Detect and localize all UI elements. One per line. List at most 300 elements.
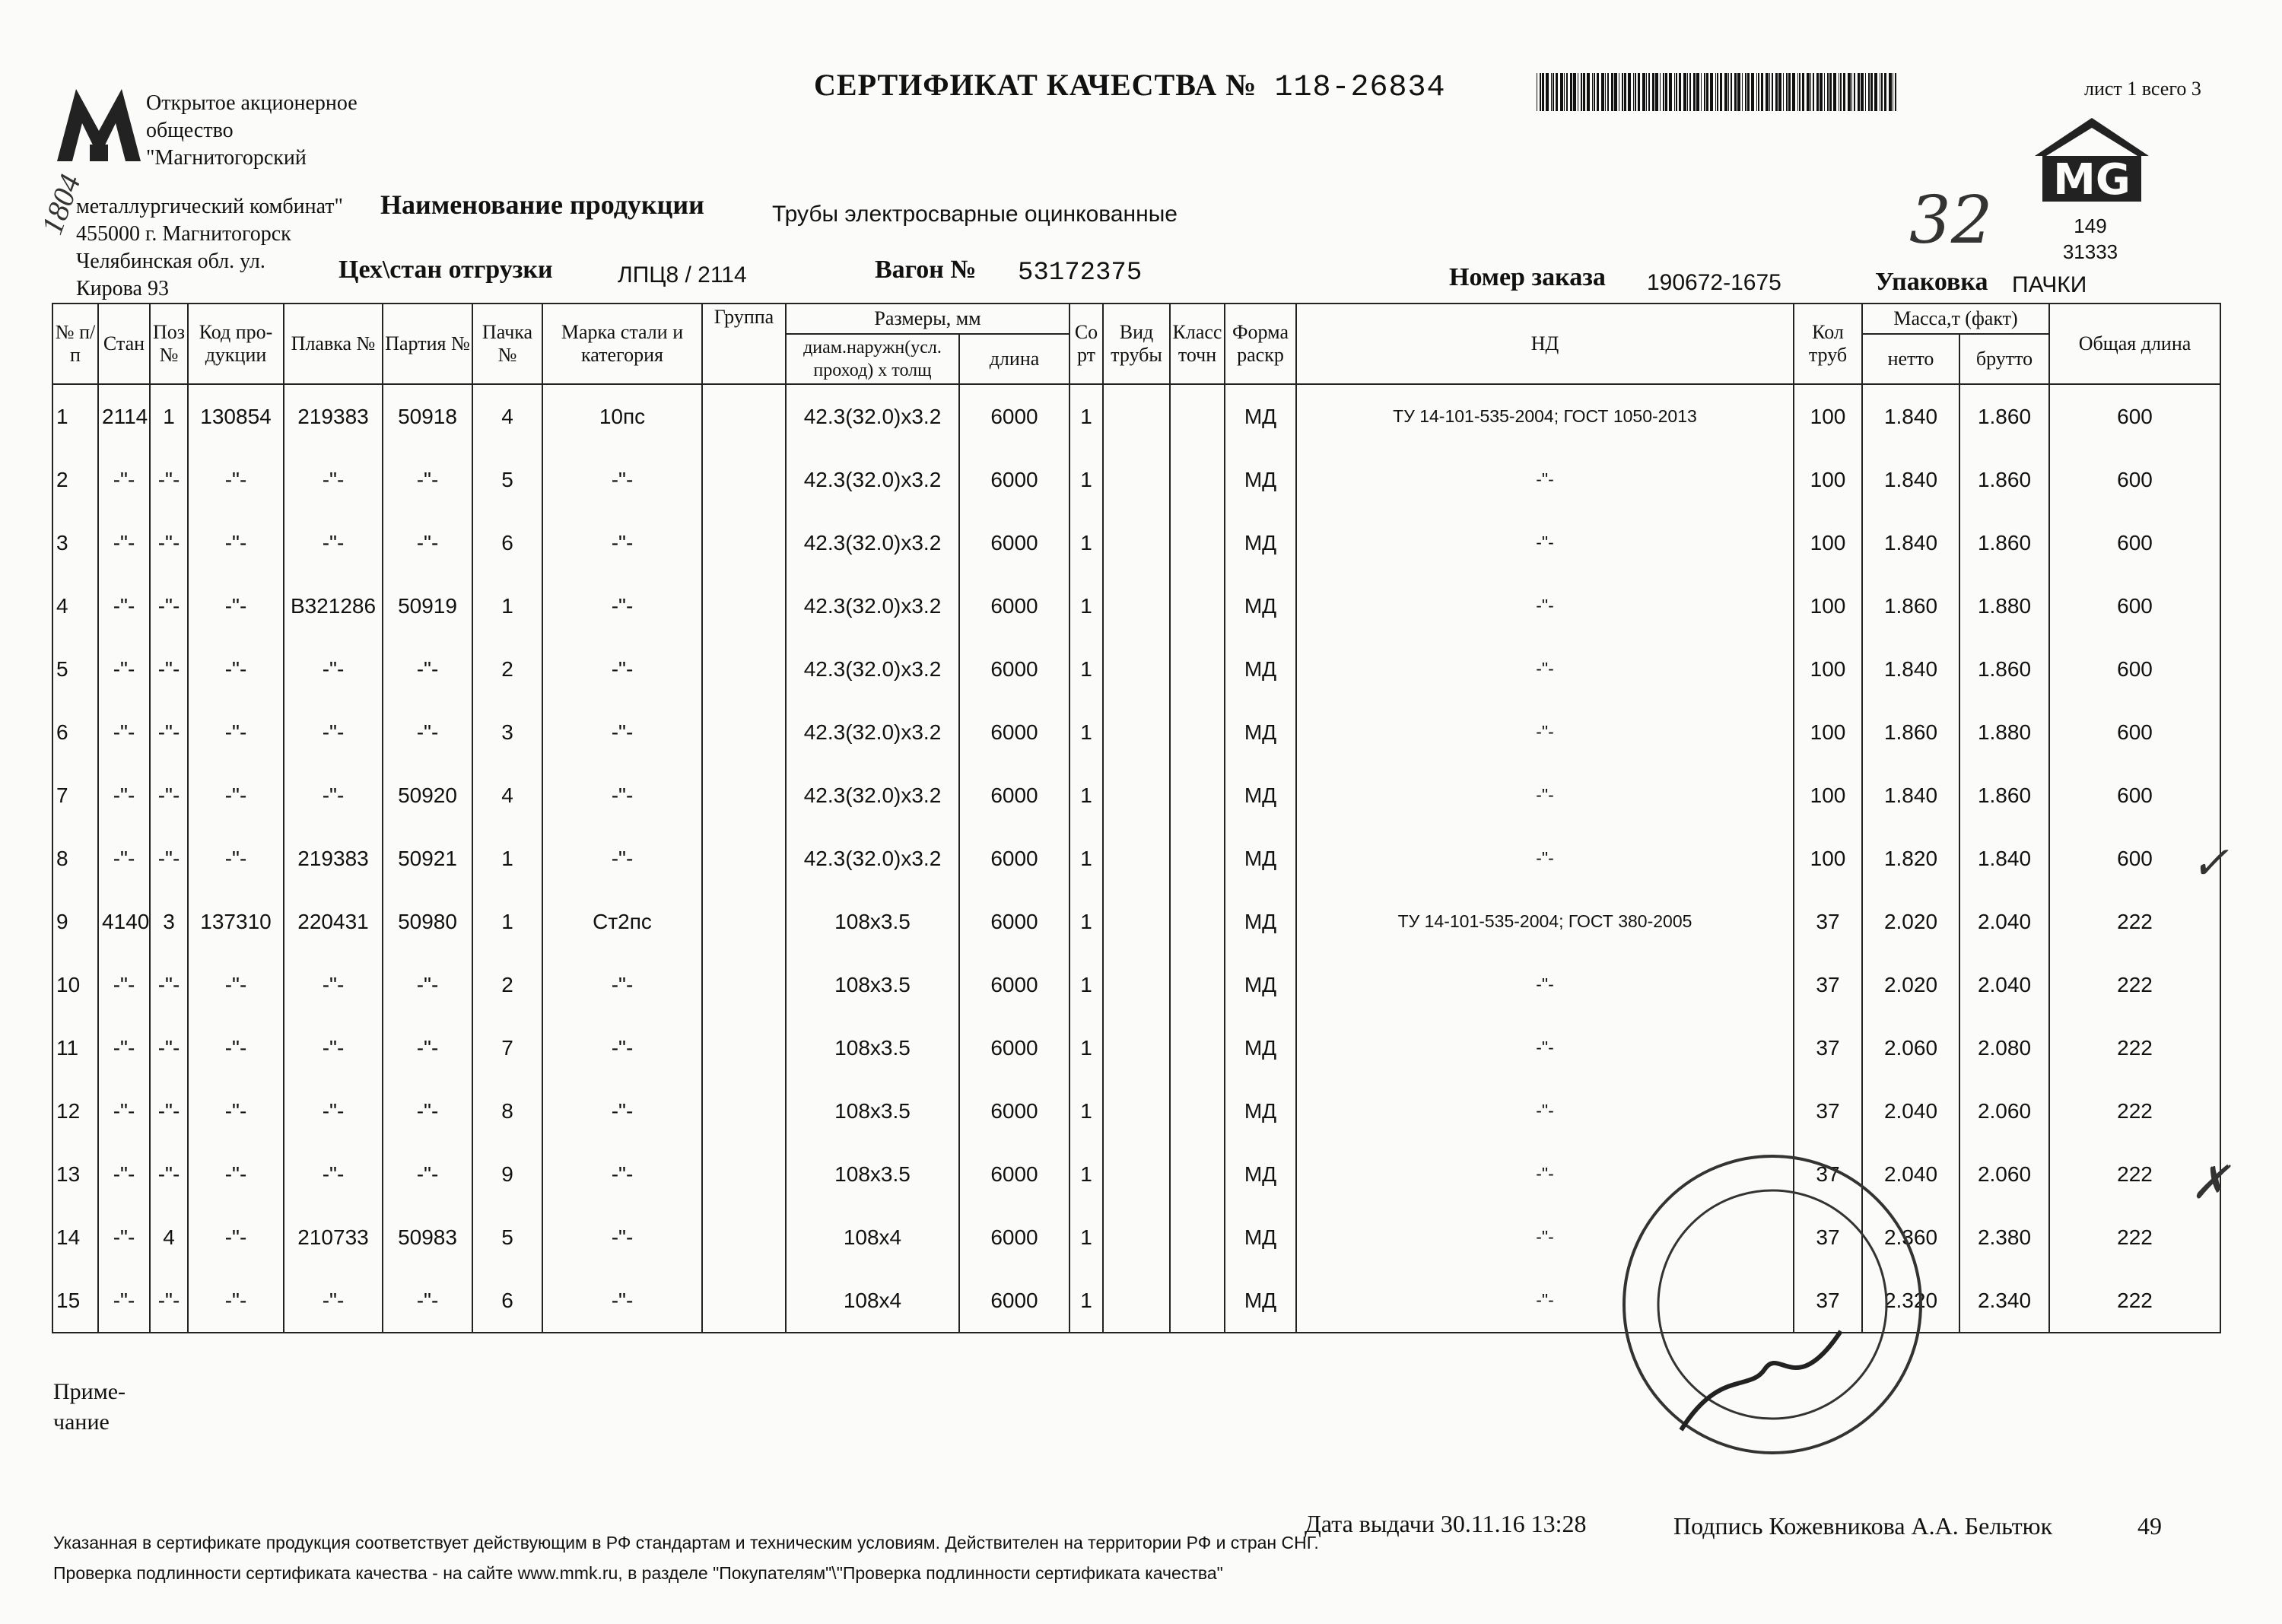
barcode-bar [1824, 73, 1825, 111]
barcode-bar [1737, 73, 1740, 111]
cell-pos: -"- [150, 1269, 188, 1333]
barcode-bar [1710, 73, 1713, 111]
table-row [52, 637, 2220, 701]
cell-group [702, 1016, 786, 1079]
footer-line-1: Указанная в сертификате продукция соответствует действующим в РФ стандартам и техническим условиям. Действителен на территории РФ и стран СНГ. [53, 1533, 1319, 1552]
cell-mill: -"- [98, 574, 150, 637]
cell-net: 1.840 [1862, 384, 1959, 448]
cell-num: 12 [52, 1079, 98, 1143]
th-grade: Марка стали и категория [542, 304, 702, 384]
cell-form: МД [1225, 448, 1296, 511]
cell-type [1103, 764, 1170, 827]
cell-batch: -"- [383, 637, 472, 701]
cell-gross: 1.880 [1959, 574, 2049, 637]
barcode-bar [1843, 73, 1845, 111]
cell-sort: 1 [1069, 1079, 1103, 1143]
th-nd: НД [1296, 304, 1794, 384]
cell-sort: 1 [1069, 384, 1103, 448]
mg-code-2: 31333 [2062, 240, 2118, 263]
cell-grade: -"- [542, 1079, 702, 1143]
cell-sort: 1 [1069, 1143, 1103, 1206]
cell-sort: 1 [1069, 448, 1103, 511]
cell-type [1103, 827, 1170, 890]
cell-nd: -"- [1296, 1079, 1794, 1143]
barcode-bar [1581, 73, 1582, 111]
cell-form: МД [1225, 574, 1296, 637]
cell-type [1103, 953, 1170, 1016]
barcode-bar [1655, 73, 1658, 111]
barcode-bar [1827, 73, 1829, 111]
barcode-bar [1540, 73, 1541, 111]
handwritten-check-1: ✓ [2191, 838, 2230, 888]
th-form: Форма раскр [1225, 304, 1296, 384]
barcode-bar [1865, 73, 1866, 111]
cell-pos: -"- [150, 574, 188, 637]
th-gross: брутто [1959, 334, 2049, 384]
cell-type [1103, 890, 1170, 953]
barcode-bar [1816, 73, 1819, 111]
cell-grade: -"- [542, 1143, 702, 1206]
cell-code: -"- [188, 1269, 284, 1333]
cell-batch: 50980 [383, 890, 472, 953]
cell-net: 1.840 [1862, 448, 1959, 511]
cell-batch: -"- [383, 701, 472, 764]
company-line-2: общество [146, 119, 234, 142]
table-row [52, 1079, 2220, 1143]
shop-value: ЛПЦ8 / 2114 [618, 262, 747, 288]
cell-group [702, 1269, 786, 1333]
cell-group [702, 637, 786, 701]
cell-type [1103, 574, 1170, 637]
cell-sort: 1 [1069, 574, 1103, 637]
barcode-icon [1537, 73, 1902, 111]
cell-nd: -"- [1296, 953, 1794, 1016]
cell-heat: -"- [284, 701, 383, 764]
certificate-title-label: СЕРТИФИКАТ КАЧЕСТВА № [814, 68, 1257, 102]
barcode-bar [1683, 73, 1686, 111]
barcode-bar [1813, 73, 1814, 111]
cell-sort: 1 [1069, 1206, 1103, 1269]
barcode-bar [1648, 73, 1650, 111]
th-total: Общая длина [2049, 304, 2220, 384]
mg-code-1: 149 [2074, 215, 2107, 237]
barcode-bar [1564, 73, 1565, 111]
signature-line: Подпись Кожевникова А.А. Бельтюк [1673, 1512, 2053, 1540]
cell-grade: -"- [542, 448, 702, 511]
cell-diam: 108x3.5 [786, 1079, 959, 1143]
barcode-bar [1772, 73, 1773, 111]
cell-mill: -"- [98, 1206, 150, 1269]
cell-nd: -"- [1296, 701, 1794, 764]
barcode-bar [1704, 73, 1705, 111]
cell-batch: 50919 [383, 574, 472, 637]
cell-class [1170, 511, 1225, 574]
cell-type [1103, 1143, 1170, 1206]
cell-nd: -"- [1296, 764, 1794, 827]
cell-type [1103, 637, 1170, 701]
cell-mill: -"- [98, 827, 150, 890]
cell-pos: -"- [150, 637, 188, 701]
barcode-bar [1687, 73, 1688, 111]
barcode-bar [1889, 73, 1892, 111]
cell-num: 9 [52, 890, 98, 953]
cell-type [1103, 384, 1170, 448]
th-pos: Поз № [150, 304, 188, 384]
cell-gross: 2.040 [1959, 953, 2049, 1016]
cell-sort: 1 [1069, 637, 1103, 701]
cell-type [1103, 701, 1170, 764]
table-row [52, 1016, 2220, 1079]
cell-mill: -"- [98, 953, 150, 1016]
cell-type [1103, 1206, 1170, 1269]
cell-mill: -"- [98, 1079, 150, 1143]
barcode-bar [1614, 73, 1617, 111]
barcode-bar [1663, 73, 1664, 111]
cell-diam: 42.3(32.0)x3.2 [786, 764, 959, 827]
cell-heat: -"- [284, 511, 383, 574]
cell-type [1103, 1016, 1170, 1079]
cell-code: -"- [188, 1079, 284, 1143]
cell-length: 6000 [959, 1016, 1069, 1079]
cell-grade: -"- [542, 1269, 702, 1333]
th-heat: Плавка № [284, 304, 383, 384]
cell-mill: 4140 [98, 890, 150, 953]
cell-pack: 4 [472, 764, 542, 827]
cell-total: 222 [2049, 1079, 2220, 1143]
cell-code: 130854 [188, 384, 284, 448]
cell-sort: 1 [1069, 701, 1103, 764]
cell-mill: -"- [98, 1269, 150, 1333]
cell-gross: 1.860 [1959, 384, 2049, 448]
barcode-bar [1870, 73, 1873, 111]
th-sort: Со рт [1069, 304, 1103, 384]
barcode-bar [1560, 73, 1563, 111]
cell-num: 8 [52, 827, 98, 890]
cell-group [702, 1079, 786, 1143]
cell-net: 2.020 [1862, 953, 1959, 1016]
cell-form: МД [1225, 701, 1296, 764]
cell-count: 37 [1794, 1143, 1862, 1206]
barcode-bar [1696, 73, 1699, 111]
cell-heat: -"- [284, 1016, 383, 1079]
cell-diam: 108x3.5 [786, 890, 959, 953]
th-net: нетто [1862, 334, 1959, 384]
cell-mill: -"- [98, 448, 150, 511]
page-number: 49 [2137, 1512, 2162, 1540]
issue-date-value: 30.11.16 13:28 [1440, 1510, 1587, 1537]
cell-code: -"- [188, 511, 284, 574]
barcode-bar [1601, 73, 1604, 111]
mg-codes [2045, 213, 2136, 265]
cell-grade: -"- [542, 701, 702, 764]
cell-total: 600 [2049, 637, 2220, 701]
cell-group [702, 1143, 786, 1206]
th-count: Кол труб [1794, 304, 1862, 384]
cell-nd: -"- [1296, 827, 1794, 890]
cell-form: МД [1225, 1143, 1296, 1206]
cell-heat: 220431 [284, 890, 383, 953]
th-num: № п/п [52, 304, 98, 384]
cell-length: 6000 [959, 574, 1069, 637]
cell-type [1103, 1079, 1170, 1143]
barcode-bar [1669, 73, 1672, 111]
cell-pos: -"- [150, 448, 188, 511]
cell-diam: 108x4 [786, 1269, 959, 1333]
cell-length: 6000 [959, 448, 1069, 511]
cell-heat: -"- [284, 637, 383, 701]
barcode-bar [1628, 73, 1631, 111]
barcode-bar [1553, 73, 1554, 111]
cell-mill: -"- [98, 764, 150, 827]
cell-mill: 2114 [98, 384, 150, 448]
barcode-bar [1689, 73, 1691, 111]
barcode-bar [1583, 73, 1585, 111]
cell-pack: 1 [472, 827, 542, 890]
cell-count: 100 [1794, 448, 1862, 511]
cell-total: 600 [2049, 701, 2220, 764]
cell-diam: 42.3(32.0)x3.2 [786, 511, 959, 574]
cell-pos: -"- [150, 1016, 188, 1079]
cell-total: 600 [2049, 827, 2220, 890]
barcode-bar [1728, 73, 1729, 111]
cell-diam: 42.3(32.0)x3.2 [786, 827, 959, 890]
cell-net: 2.320 [1862, 1269, 1959, 1333]
sheet-info: лист 1 всего 3 [2084, 78, 2201, 100]
cell-pack: 7 [472, 1016, 542, 1079]
svg-text:MG: MG [2053, 155, 2131, 205]
round-stamp-icon [1613, 1141, 1932, 1476]
wagon-label: Вагон № [875, 256, 977, 284]
cell-count: 100 [1794, 574, 1862, 637]
cell-nd: -"- [1296, 637, 1794, 701]
cell-batch: -"- [383, 953, 472, 1016]
handwritten-check-2: ✗ [2191, 1158, 2230, 1208]
cell-heat: -"- [284, 953, 383, 1016]
cell-total: 222 [2049, 1016, 2220, 1079]
cell-nd: -"- [1296, 1143, 1794, 1206]
cell-length: 6000 [959, 953, 1069, 1016]
table-row [52, 384, 2220, 448]
cell-group [702, 764, 786, 827]
cell-grade: Ст2пс [542, 890, 702, 953]
barcode-bar [1797, 73, 1798, 111]
cell-batch: 50920 [383, 764, 472, 827]
cell-net: 1.820 [1862, 827, 1959, 890]
cell-pos: -"- [150, 953, 188, 1016]
footer-line-2: Проверка подлинности сертификата качества - на сайте www.mmk.ru, в разделе "Покупателям"\"Проверка подлинности сертификата качества" [53, 1563, 1223, 1583]
cell-count: 37 [1794, 1016, 1862, 1079]
barcode-bar [1622, 73, 1623, 111]
cell-form: МД [1225, 1079, 1296, 1143]
cell-mill: -"- [98, 511, 150, 574]
cell-class [1170, 1016, 1225, 1079]
cell-length: 6000 [959, 827, 1069, 890]
barcode-bar [1573, 73, 1576, 111]
th-mass: Масса,т (факт) [1862, 304, 2049, 334]
cell-heat: -"- [284, 1143, 383, 1206]
barcode-bar [1676, 73, 1677, 111]
cell-num: 14 [52, 1206, 98, 1269]
table-row [52, 511, 2220, 574]
barcode-bar [1756, 73, 1757, 111]
cell-nd: -"- [1296, 448, 1794, 511]
cell-net: 2.060 [1862, 1016, 1959, 1079]
cell-class [1170, 1269, 1225, 1333]
cell-net: 1.840 [1862, 764, 1959, 827]
cell-sort: 1 [1069, 827, 1103, 890]
barcode-bar [1766, 73, 1769, 111]
cell-code: -"- [188, 1016, 284, 1079]
cell-count: 37 [1794, 953, 1862, 1016]
cell-batch: -"- [383, 1269, 472, 1333]
cell-grade: -"- [542, 1206, 702, 1269]
cell-type [1103, 448, 1170, 511]
barcode-bar [1761, 73, 1763, 111]
barcode-bar [1638, 73, 1640, 111]
cell-pos: -"- [150, 827, 188, 890]
barcode-bar [1829, 73, 1832, 111]
barcode-bar [1854, 73, 1855, 111]
cell-count: 37 [1794, 890, 1862, 953]
cell-pos: -"- [150, 511, 188, 574]
cell-gross: 2.080 [1959, 1016, 2049, 1079]
barcode-bar [1665, 73, 1667, 111]
cell-pack: 5 [472, 448, 542, 511]
cell-gross: 2.060 [1959, 1143, 2049, 1206]
cell-class [1170, 827, 1225, 890]
cell-num: 13 [52, 1143, 98, 1206]
product-label: Наименование продукции [380, 189, 704, 220]
cell-length: 6000 [959, 890, 1069, 953]
cell-length: 6000 [959, 764, 1069, 827]
cell-class [1170, 764, 1225, 827]
cell-batch: -"- [383, 1016, 472, 1079]
cell-total: 222 [2049, 1143, 2220, 1206]
note-line-2: чание [53, 1409, 110, 1435]
cell-count: 100 [1794, 701, 1862, 764]
cell-sort: 1 [1069, 511, 1103, 574]
cell-total: 600 [2049, 384, 2220, 448]
barcode-bar [1799, 73, 1800, 111]
cell-pack: 2 [472, 637, 542, 701]
certificate-title [814, 67, 1446, 105]
product-value: Трубы электросварные оцинкованные [772, 202, 1178, 227]
th-group: Группа [702, 304, 786, 384]
cell-heat: 219383 [284, 827, 383, 890]
cell-length: 6000 [959, 511, 1069, 574]
cell-pos: 3 [150, 890, 188, 953]
barcode-bar [1592, 73, 1593, 111]
barcode-bar [1786, 73, 1788, 111]
barcode-bar [1747, 73, 1750, 111]
cell-gross: 2.340 [1959, 1269, 2049, 1333]
barcode-bar [1840, 73, 1842, 111]
cell-net: 1.840 [1862, 637, 1959, 701]
barcode-bar [1605, 73, 1606, 111]
barcode-bar [1758, 73, 1759, 111]
cell-diam: 42.3(32.0)x3.2 [786, 637, 959, 701]
cell-group [702, 890, 786, 953]
company-line-3: "Магнитогорский [146, 146, 307, 170]
barcode-bar [1597, 73, 1599, 111]
cell-type [1103, 511, 1170, 574]
cell-net: 2.040 [1862, 1143, 1959, 1206]
cell-type [1103, 1269, 1170, 1333]
cell-form: МД [1225, 890, 1296, 953]
cell-mill: -"- [98, 701, 150, 764]
cell-nd: -"- [1296, 1269, 1794, 1333]
cell-diam: 42.3(32.0)x3.2 [786, 701, 959, 764]
cell-pack: 4 [472, 384, 542, 448]
barcode-bar [1717, 73, 1718, 111]
issue-date [1305, 1510, 1587, 1538]
shop-label: Цех\стан отгрузки [338, 256, 553, 284]
table-row [52, 890, 2220, 953]
cell-count: 37 [1794, 1206, 1862, 1269]
cell-pos: -"- [150, 1079, 188, 1143]
barcode-bar [1731, 73, 1732, 111]
cell-grade: -"- [542, 827, 702, 890]
cell-group [702, 1206, 786, 1269]
cell-gross: 1.840 [1959, 827, 2049, 890]
cell-class [1170, 1143, 1225, 1206]
cell-mill: -"- [98, 1016, 150, 1079]
th-mill: Стан [98, 304, 150, 384]
cell-pack: 2 [472, 953, 542, 1016]
barcode-bar [1751, 73, 1754, 111]
cell-pack: 6 [472, 1269, 542, 1333]
cell-heat: -"- [284, 448, 383, 511]
barcode-bar [1594, 73, 1595, 111]
cell-pack: 9 [472, 1143, 542, 1206]
barcode-bar [1660, 73, 1661, 111]
cell-gross: 2.040 [1959, 890, 2049, 953]
barcode-bar [1679, 73, 1681, 111]
cell-form: МД [1225, 1016, 1296, 1079]
cell-group [702, 448, 786, 511]
cell-total: 600 [2049, 448, 2220, 511]
cell-pack: 1 [472, 890, 542, 953]
cell-nd: -"- [1296, 1206, 1794, 1269]
cell-num: 10 [52, 953, 98, 1016]
cell-code: -"- [188, 574, 284, 637]
cell-net: 2.020 [1862, 890, 1959, 953]
cell-class [1170, 448, 1225, 511]
table-row [52, 953, 2220, 1016]
th-code: Код про-дукции [188, 304, 284, 384]
cell-total: 222 [2049, 1269, 2220, 1333]
cell-mill: -"- [98, 1143, 150, 1206]
cell-batch: -"- [383, 1079, 472, 1143]
barcode-bar [1652, 73, 1654, 111]
cell-gross: 1.860 [1959, 448, 2049, 511]
cell-net: 1.860 [1862, 701, 1959, 764]
barcode-bar [1715, 73, 1716, 111]
th-diam: диам.наружн(усл. проход) х толщ [786, 334, 959, 384]
barcode-bar [1868, 73, 1870, 111]
cell-nd: -"- [1296, 1016, 1794, 1079]
cell-num: 6 [52, 701, 98, 764]
cell-group [702, 511, 786, 574]
barcode-bar [1646, 73, 1647, 111]
cell-grade: -"- [542, 1016, 702, 1079]
barcode-bar [1769, 73, 1770, 111]
cell-length: 6000 [959, 637, 1069, 701]
cell-group [702, 574, 786, 637]
barcode-bar [1633, 73, 1634, 111]
cell-count: 100 [1794, 637, 1862, 701]
table-row [52, 701, 2220, 764]
